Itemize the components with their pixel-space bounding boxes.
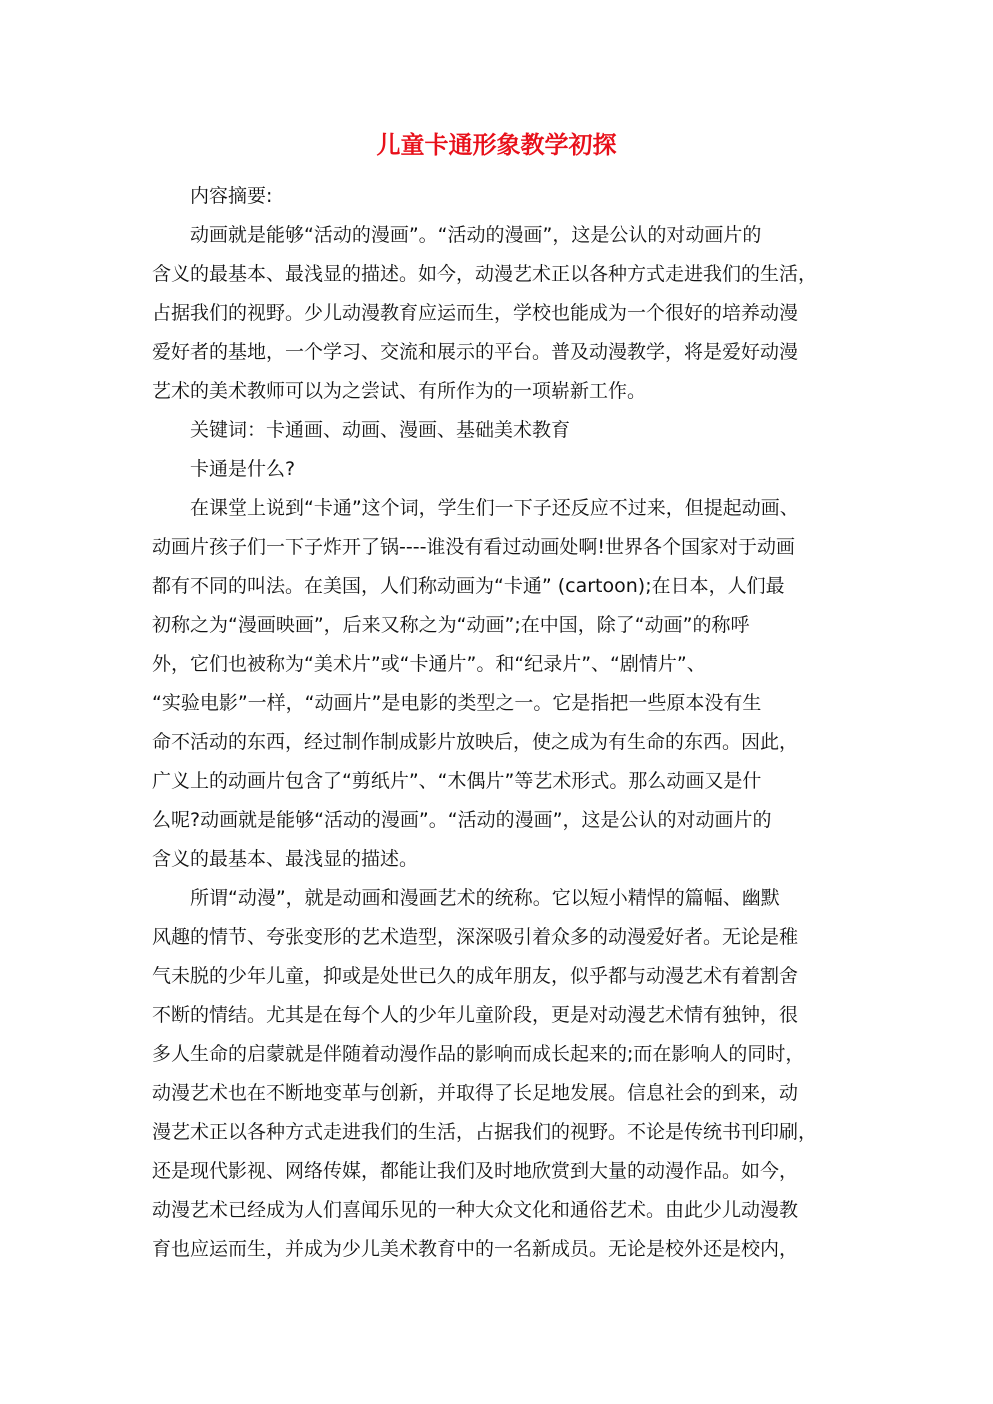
text-line: 关键词：卡通画、动画、漫画、基础美术教育: [190, 419, 571, 441]
text-line: 外，它们也被称为“美术片”或“卡通片”。和“纪录片”、“剧情片”、: [152, 653, 706, 675]
text-line: 命不活动的东西，经过制作制成影片放映后，使之成为有生命的东西。因此，: [152, 731, 799, 753]
text-line: 动画就是能够“活动的漫画”。“活动的漫画”，这是公认的对动画片的: [190, 224, 762, 246]
text-line: 不断的情结。尤其是在每个人的少年儿童阶段，更是对动漫艺术情有独钟，很: [152, 1004, 799, 1026]
text-line: 在课堂上说到“卡通”这个词，学生们一下子还反应不过来，但提起动画、: [190, 497, 799, 519]
text-line: 风趣的情节、夸张变形的艺术造型，深深吸引着众多的动漫爱好者。无论是稚: [152, 926, 799, 948]
text-line: 多人生命的启蒙就是伴随着动漫作品的影响而成长起来的;而在影响人的同时，: [152, 1043, 805, 1065]
text-line: 动画片孩子们一下子炸开了锅----谁没有看过动画处啊!世界各个国家对于动画: [152, 536, 796, 558]
text-line: 动漫艺术也在不断地变革与创新，并取得了长足地发展。信息社会的到来，动: [152, 1082, 799, 1104]
text-line: 内容摘要:: [190, 185, 273, 207]
text-line: 初称之为“漫画映画”，后来又称之为“动画”;在中国，除了“动画”的称呼: [152, 614, 750, 636]
text-line: 还是现代影视、网络传媒，都能让我们及时地欣赏到大量的动漫作品。如今，: [152, 1160, 799, 1182]
text-line: 育也应运而生，并成为少儿美术教育中的一名新成员。无论是校外还是校内，: [152, 1238, 799, 1260]
text-line: 含义的最基本、最浅显的描述。: [152, 848, 419, 870]
document-title: 儿童卡通形象教学初探: [376, 131, 617, 159]
text-line: 艺术的美术教师可以为之尝试、有所作为的一项崭新工作。: [152, 380, 647, 402]
text-line: 动漫艺术已经成为人们喜闻乐见的一种大众文化和通俗艺术。由此少儿动漫教: [152, 1199, 799, 1221]
document-body: [152, 177, 842, 1269]
text-line: 爱好者的基地，一个学习、交流和展示的平台。普及动漫教学，将是爱好动漫: [152, 341, 799, 363]
text-line: “实验电影”一样，“动画片”是电影的类型之一。它是指把一些原本没有生: [152, 692, 762, 714]
text-line: 都有不同的叫法。在美国，人们称动画为“卡通” (cartoon);在日本，人们最: [152, 575, 785, 597]
text-line: 广义上的动画片包含了“剪纸片”、“木偶片”等艺术形式。那么动画又是什: [152, 770, 762, 792]
text-line: 气未脱的少年儿童，抑或是处世已久的成年朋友，似乎都与动漫艺术有着割舍: [152, 965, 799, 987]
text-line: 卡通是什么?: [190, 458, 296, 480]
text-line: 所谓“动漫”，就是动画和漫画艺术的统称。它以短小精悍的篇幅、幽默: [190, 887, 780, 909]
text-line: 么呢?动画就是能够“活动的漫画”。“活动的漫画”，这是公认的对动画片的: [152, 809, 772, 831]
text-line: 占据我们的视野。少儿动漫教育应运而生，学校也能成为一个很好的培养动漫: [152, 302, 799, 324]
text-line: 漫艺术正以各种方式走进我们的生活，占据我们的视野。不论是传统书刊印刷，: [152, 1121, 818, 1143]
text-line: 含义的最基本、最浅显的描述。如今，动漫艺术正以各种方式走进我们的生活，: [152, 263, 818, 285]
